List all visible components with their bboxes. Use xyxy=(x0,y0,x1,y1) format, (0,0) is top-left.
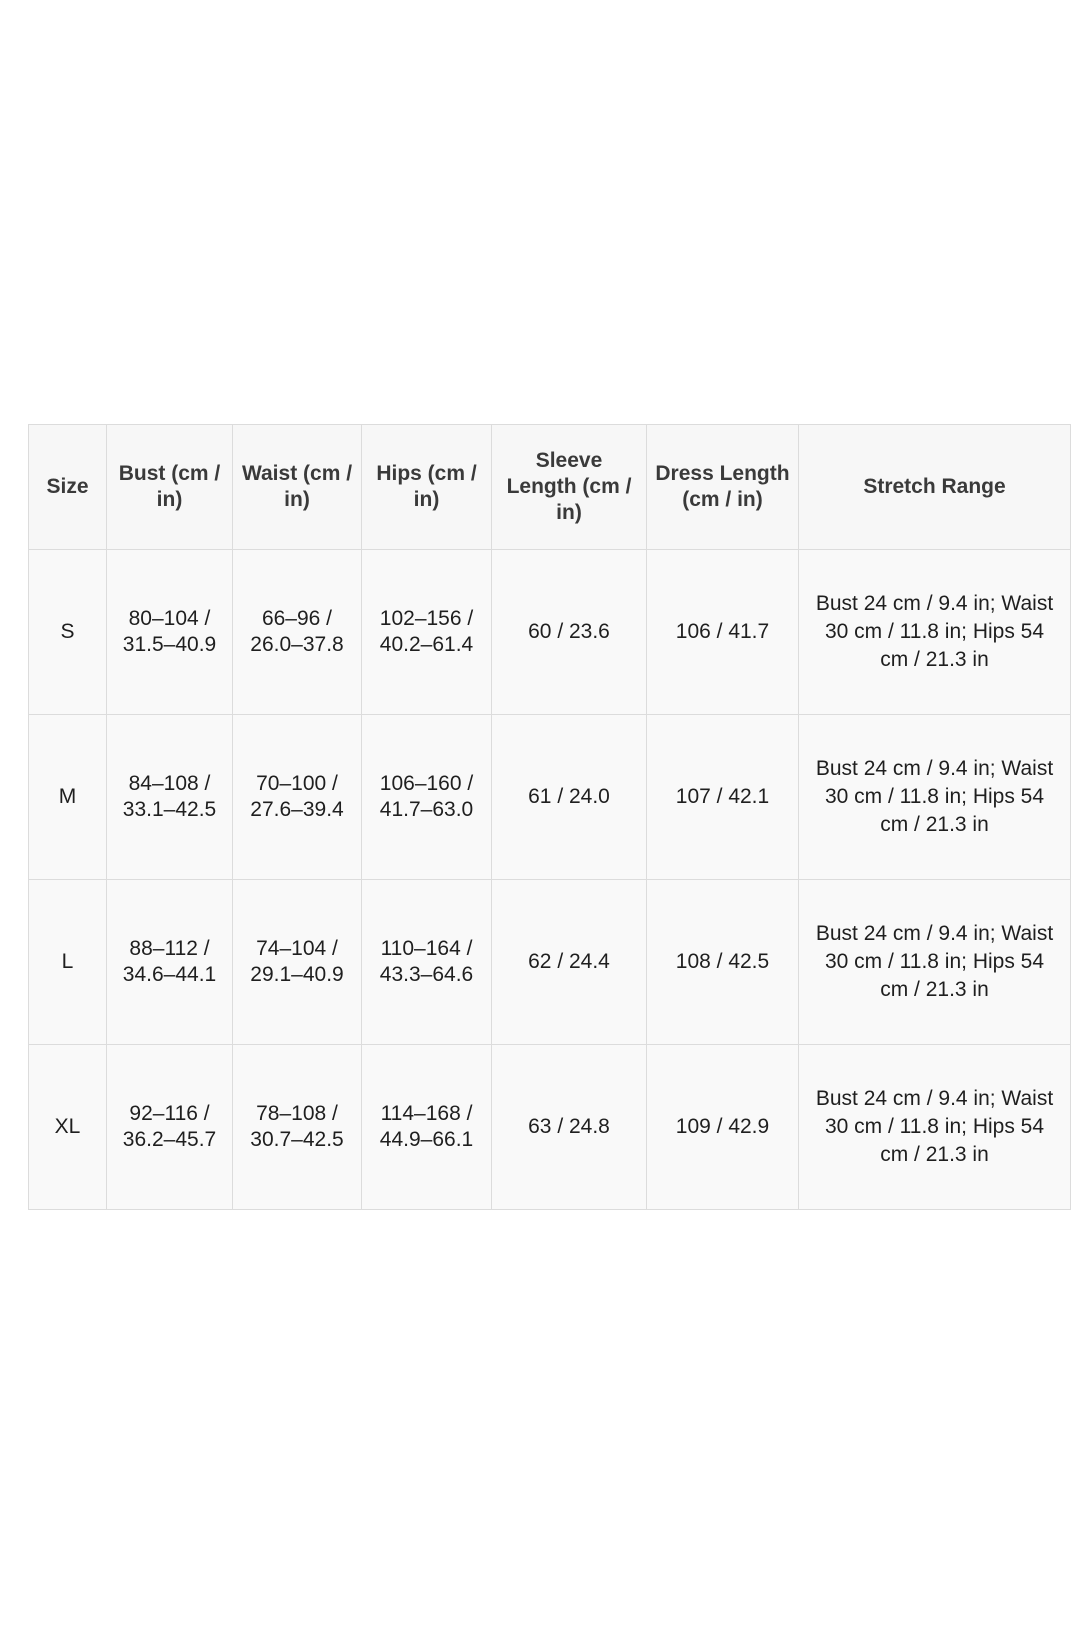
header-dress-length: Dress Length (cm / in) xyxy=(647,425,799,550)
cell-dress-length: 106 / 41.7 xyxy=(647,550,799,715)
cell-bust: 92–116 / 36.2–45.7 xyxy=(107,1045,233,1210)
cell-sleeve-length: 63 / 24.8 xyxy=(492,1045,647,1210)
cell-bust: 88–112 / 34.6–44.1 xyxy=(107,880,233,1045)
table-row xyxy=(29,880,1071,1045)
cell-dress-length: 108 / 42.5 xyxy=(647,880,799,1045)
header-waist: Waist (cm / in) xyxy=(233,425,362,550)
header-hips: Hips (cm / in) xyxy=(362,425,492,550)
header-size: Size xyxy=(29,425,107,550)
cell-bust: 84–108 / 33.1–42.5 xyxy=(107,715,233,880)
cell-hips: 102–156 / 40.2–61.4 xyxy=(362,550,492,715)
cell-stretch-range: Bust 24 cm / 9.4 in; Waist 30 cm / 11.8 in; Hips 54 cm / 21.3 in xyxy=(799,715,1071,880)
table-body xyxy=(29,550,1071,1210)
cell-stretch-range: Bust 24 cm / 9.4 in; Waist 30 cm / 11.8 in; Hips 54 cm / 21.3 in xyxy=(799,1045,1071,1210)
cell-dress-length: 107 / 42.1 xyxy=(647,715,799,880)
cell-waist: 70–100 / 27.6–39.4 xyxy=(233,715,362,880)
cell-size: S xyxy=(29,550,107,715)
cell-hips: 110–164 / 43.3–64.6 xyxy=(362,880,492,1045)
cell-bust: 80–104 / 31.5–40.9 xyxy=(107,550,233,715)
cell-size: XL xyxy=(29,1045,107,1210)
cell-size: L xyxy=(29,880,107,1045)
table-row xyxy=(29,550,1071,715)
header-bust: Bust (cm / in) xyxy=(107,425,233,550)
table-row xyxy=(29,715,1071,880)
cell-stretch-range: Bust 24 cm / 9.4 in; Waist 30 cm / 11.8 in; Hips 54 cm / 21.3 in xyxy=(799,550,1071,715)
cell-waist: 66–96 / 26.0–37.8 xyxy=(233,550,362,715)
cell-sleeve-length: 60 / 23.6 xyxy=(492,550,647,715)
cell-hips: 114–168 / 44.9–66.1 xyxy=(362,1045,492,1210)
header-stretch-range: Stretch Range xyxy=(799,425,1071,550)
table-header xyxy=(29,425,1071,550)
cell-dress-length: 109 / 42.9 xyxy=(647,1045,799,1210)
size-chart-table xyxy=(28,424,1071,1210)
cell-waist: 78–108 / 30.7–42.5 xyxy=(233,1045,362,1210)
cell-size: M xyxy=(29,715,107,880)
table-row xyxy=(29,1045,1071,1210)
cell-sleeve-length: 62 / 24.4 xyxy=(492,880,647,1045)
header-row xyxy=(29,425,1071,550)
header-sleeve-length: Sleeve Length (cm / in) xyxy=(492,425,647,550)
cell-stretch-range: Bust 24 cm / 9.4 in; Waist 30 cm / 11.8 in; Hips 54 cm / 21.3 in xyxy=(799,880,1071,1045)
cell-sleeve-length: 61 / 24.0 xyxy=(492,715,647,880)
cell-waist: 74–104 / 29.1–40.9 xyxy=(233,880,362,1045)
cell-hips: 106–160 / 41.7–63.0 xyxy=(362,715,492,880)
